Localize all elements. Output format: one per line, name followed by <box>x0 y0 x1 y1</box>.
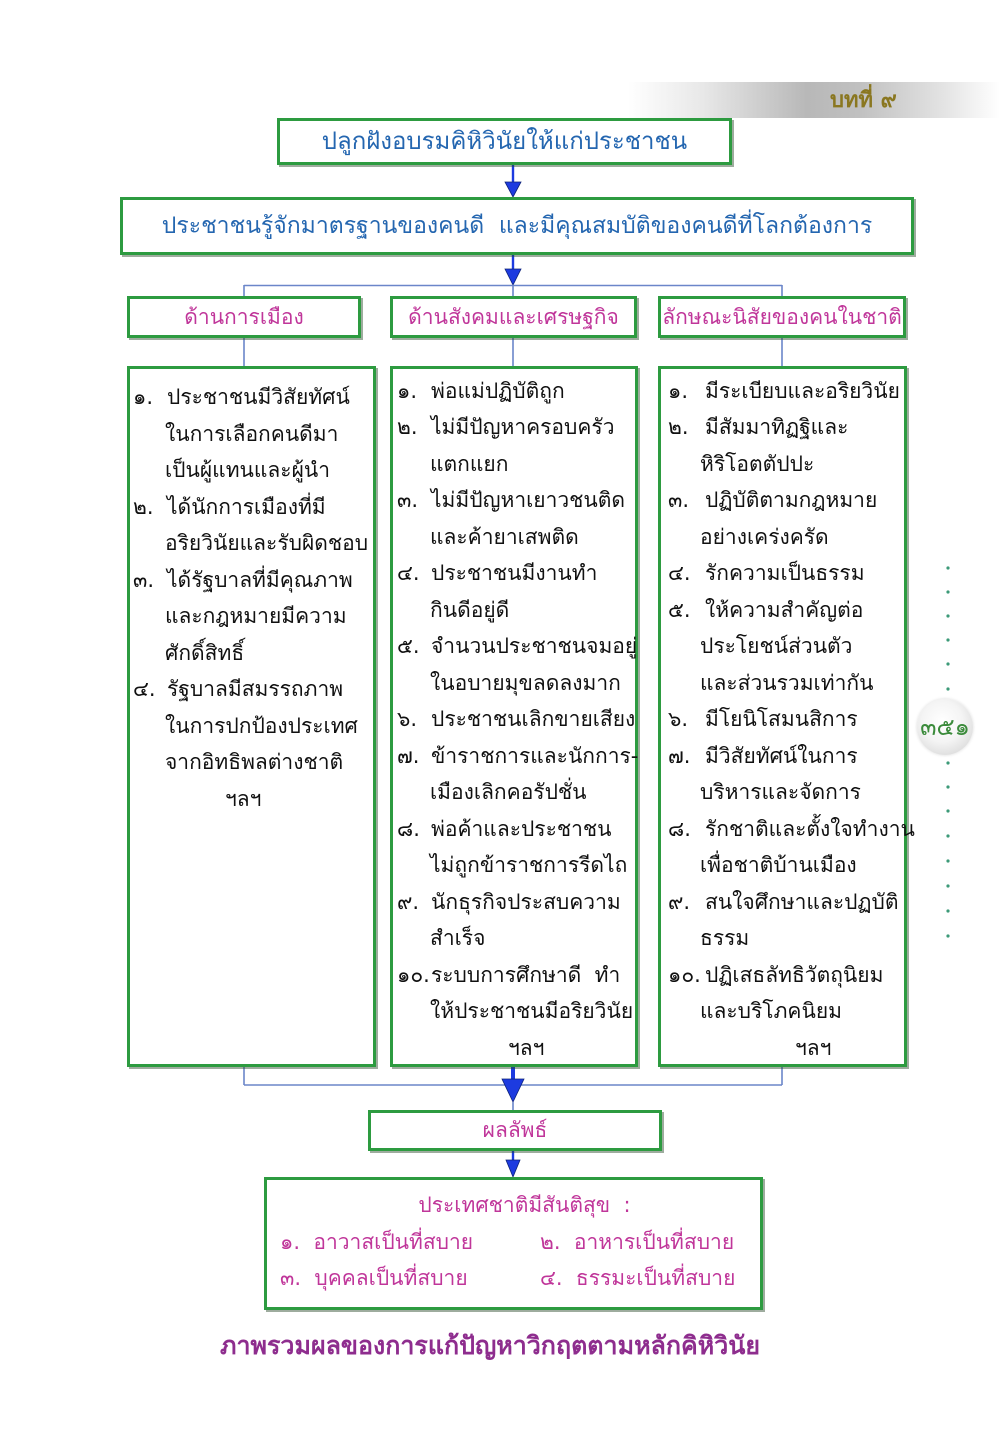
good-person-standard-box <box>120 197 914 255</box>
item-text: รักความเป็นธรรม <box>705 561 865 585</box>
margin-dot <box>946 566 949 569</box>
item-number: ๘. <box>397 816 420 841</box>
item-first-line <box>133 562 373 599</box>
item-text: ประชาชนมีวิสัยทัศน์ <box>167 385 350 409</box>
item-number: ๓. <box>133 567 155 592</box>
item-first-line <box>397 811 635 848</box>
item-continuation-line <box>133 635 373 672</box>
good-person-standard-text: ประชาชนรู้จักมาตรฐานของคนดี และมีคุณสมบัติของคนดีที่โลกต้องการ <box>161 213 873 239</box>
item-text: แตกแยก <box>430 451 509 476</box>
peace-outcome-box <box>264 1177 763 1310</box>
item-number: ๔. <box>397 561 420 585</box>
item-continuation-line <box>668 774 904 811</box>
margin-dot <box>946 638 949 641</box>
item-text: ในการปกป้องประเทศ <box>165 713 358 738</box>
etcetera-mark: ฯลฯ <box>795 1035 832 1060</box>
item-number: ๙. <box>668 889 691 914</box>
item-text: นักธุรกิจประสบความ <box>431 889 621 914</box>
item-text: เพื่อชาติบ้านเมือง <box>700 853 857 877</box>
item-text: ในอบายมุขลดลงมาก <box>430 670 621 695</box>
item-first-line <box>668 373 904 410</box>
list-item <box>397 957 635 1030</box>
item-number: ๖. <box>668 707 689 731</box>
outcome-item: ๔. ธรรมะเป็นที่สบาย <box>540 1266 736 1290</box>
item-continuation-line <box>133 452 373 489</box>
list-item <box>668 592 904 702</box>
item-continuation-line <box>397 592 635 629</box>
margin-dot <box>946 785 949 788</box>
item-number: ๗. <box>668 743 691 768</box>
item-text: ข้าราชการและนักการ- <box>431 743 639 768</box>
etcetera-mark: ฯลฯ <box>508 1035 545 1060</box>
list-item <box>133 489 373 562</box>
page-number: ๓๕๑ <box>920 713 970 741</box>
item-first-line <box>668 555 904 592</box>
item-number: ๓. <box>668 488 690 512</box>
item-number: ๖. <box>397 707 418 731</box>
list-item <box>668 884 904 957</box>
item-text: ปฏิเสธลัทธิวัตถุนิยม <box>705 962 884 987</box>
item-text: และกฎหมายมีความ <box>165 604 347 628</box>
item-first-line <box>397 409 635 446</box>
item-text: รักชาติและตั้งใจทำงาน <box>705 816 915 841</box>
figure-caption: ภาพรวมผลของการแก้ปัญหาวิกฤตตามหลักคิหิวินัย <box>220 1331 760 1360</box>
header-society-economy-box <box>390 296 637 338</box>
item-text: มีวิสัยทัศน์ในการ <box>705 743 858 768</box>
item-continuation-line <box>133 598 373 635</box>
item-text: พ่อแม่ปฏิบัติถูก <box>431 378 565 403</box>
item-text: มีโยนิโสมนสิการ <box>705 707 858 731</box>
item-continuation-line <box>668 920 904 957</box>
item-continuation-line <box>397 993 635 1030</box>
item-number: ๒. <box>668 415 689 439</box>
society-economy-list <box>390 366 638 1067</box>
item-continuation-line <box>397 847 635 884</box>
margin-dot <box>946 884 949 887</box>
national-character-list <box>658 366 915 1067</box>
item-number: ๓. <box>397 488 419 512</box>
item-first-line <box>397 957 635 994</box>
item-text: ไม่มีปัญหาเยาวชนติด <box>431 488 626 512</box>
item-first-line <box>397 701 635 738</box>
item-text: ไม่มีปัญหาครอบครัว <box>431 415 615 439</box>
item-number: ๒. <box>397 415 418 439</box>
item-text: สำเร็จ <box>430 926 486 950</box>
item-text: ได้นักการเมืองที่มี <box>167 494 326 519</box>
item-first-line <box>397 555 635 592</box>
item-continuation-line <box>397 519 635 556</box>
list-item <box>668 738 904 811</box>
item-text: ประชาชนเลิกขายเสียง <box>431 707 636 731</box>
item-text: มีสัมมาทิฏฐิและ <box>705 415 849 439</box>
list-item <box>668 482 904 555</box>
margin-dot <box>946 859 949 862</box>
header-politics-box <box>127 296 361 338</box>
header-politics-text: ด้านการเมือง <box>184 305 304 329</box>
item-continuation-line <box>133 416 373 453</box>
item-text: สนใจศึกษาและปฏบัติ <box>705 889 899 914</box>
margin-dot <box>946 909 949 912</box>
item-text: ให้ความสำคัญต่อ <box>705 597 864 622</box>
item-continuation-line <box>668 665 904 702</box>
item-continuation-line <box>668 519 904 556</box>
item-number: ๑. <box>397 378 418 403</box>
item-first-line <box>668 811 915 848</box>
list-item <box>397 701 635 738</box>
header-national-character-text: ลักษณะนิสัยของคนในชาติ <box>662 305 902 329</box>
list-item <box>133 379 373 489</box>
list-item <box>397 482 635 555</box>
item-text: บริหารและจัดการ <box>700 780 861 804</box>
item-first-line <box>397 482 635 519</box>
list-item <box>397 373 635 410</box>
arrow-down-icon <box>505 269 521 285</box>
list-item <box>668 957 904 1030</box>
chapter-banner <box>628 82 1000 118</box>
item-text: ปฏิบัติตามกฎหมาย <box>705 488 878 512</box>
item-first-line <box>397 628 638 665</box>
item-text: กินดีอยู่ดี <box>430 597 510 622</box>
item-first-line <box>668 592 904 629</box>
margin-dot <box>946 834 949 837</box>
item-continuation-line <box>133 708 373 745</box>
list-item <box>668 409 904 482</box>
item-text: มีระเบียบและอริยวินัย <box>705 378 900 403</box>
chapter-label: บทที่ ๙ <box>830 88 897 113</box>
item-first-line <box>668 884 904 921</box>
item-continuation-line <box>133 525 373 562</box>
etcetera-mark: ฯลฯ <box>225 786 262 811</box>
item-number: ๑๐. <box>397 962 430 987</box>
arrow-down-icon <box>506 1160 520 1177</box>
list-item <box>133 562 373 672</box>
outcome-item: ๑. อาวาสเป็นที่สบาย <box>280 1230 474 1254</box>
item-number: ๕. <box>668 597 691 622</box>
margin-dot <box>946 761 949 764</box>
item-text: อริยวินัยและรับผิดชอบ <box>165 531 369 555</box>
list-item <box>668 701 904 738</box>
item-number: ๕. <box>397 634 420 658</box>
item-first-line <box>397 884 635 921</box>
item-text: ระบบการศึกษาดี ทำ <box>431 962 621 987</box>
margin-dot <box>946 809 949 812</box>
margin-dot <box>946 614 949 617</box>
item-continuation-line <box>133 744 373 781</box>
list-item <box>668 555 904 592</box>
list-item <box>397 884 635 957</box>
item-first-line <box>668 701 904 738</box>
item-text: ไม่ถูกข้าราชการรีดไถ <box>430 853 628 877</box>
item-text: ในการเลือกคนดีมา <box>165 421 339 446</box>
item-continuation-line <box>397 774 635 811</box>
result-label-text: ผลลัพธ์ <box>482 1118 548 1142</box>
item-text: ศักดิ์สิทธิ์ <box>165 640 245 665</box>
margin-dot <box>946 687 949 690</box>
item-text: อย่างเคร่งครัด <box>700 524 829 549</box>
result-label-box <box>368 1110 662 1151</box>
item-text: เป็นผู้แทนและผู้นำ <box>165 458 331 482</box>
item-number: ๔. <box>133 677 156 701</box>
item-text: และส่วนรวมเท่ากัน <box>700 670 874 695</box>
item-text: ประชาชนมีงานทำ <box>431 561 598 585</box>
item-continuation-line <box>397 665 635 702</box>
list-item <box>397 555 635 628</box>
item-continuation-line <box>397 446 635 483</box>
peace-outcome-title: ประเทศชาติมีสันติสุข : <box>418 1193 631 1217</box>
margin-dot <box>946 662 949 665</box>
item-number: ๗. <box>397 743 420 768</box>
item-first-line <box>668 482 904 519</box>
margin-dot <box>946 934 949 937</box>
item-text: ให้ประชาชนมีอริยวินัย <box>430 999 634 1023</box>
item-text: จากอิทธิพลต่างชาติ <box>165 750 344 774</box>
item-continuation-line <box>668 993 904 1030</box>
item-number: ๒. <box>133 494 154 519</box>
list-item <box>397 409 635 482</box>
header-national-character-box <box>658 296 906 338</box>
item-continuation-line <box>668 847 904 884</box>
item-text: ธรรม <box>700 926 750 950</box>
item-number: ๘. <box>668 816 691 841</box>
item-number: ๔. <box>668 561 691 585</box>
list-item <box>397 738 639 811</box>
header-society-economy-text: ด้านสังคมและเศรษฐกิจ <box>408 305 619 329</box>
list-item <box>133 671 373 781</box>
item-continuation-line <box>668 446 904 483</box>
list-item <box>397 811 635 884</box>
item-first-line <box>668 957 904 994</box>
item-text: พ่อค้าและประชาชน <box>431 816 612 841</box>
item-first-line <box>668 409 904 446</box>
item-text: และค้ายาเสพติด <box>430 524 579 549</box>
item-text: รัฐบาลมีสมรรถภาพ <box>167 677 344 701</box>
list-item <box>668 811 915 884</box>
outcome-item: ๓. บุคคลเป็นที่สบาย <box>280 1266 468 1290</box>
cultivate-discipline-box <box>277 118 732 165</box>
item-number: ๑. <box>668 378 689 403</box>
margin-dot <box>946 590 949 593</box>
cultivate-discipline-text: ปลูกฝังอบรมคิหิวินัยให้แก่ประชาชน <box>321 127 688 155</box>
item-text: เมืองเลิกคอรัปชั่น <box>430 780 587 804</box>
item-first-line <box>133 671 373 708</box>
item-first-line <box>133 379 373 416</box>
politics-list <box>127 366 376 1067</box>
item-text: ได้รัฐบาลที่มีคุณภาพ <box>167 567 353 592</box>
list-item <box>397 628 638 701</box>
item-number: ๑๐. <box>668 962 701 987</box>
item-continuation-line <box>397 920 635 957</box>
item-text: ประโยชน์ส่วนตัว <box>700 634 853 658</box>
item-text: จำนวนประชาชนจมอยู่ <box>431 634 638 658</box>
item-number: ๑. <box>133 385 154 409</box>
item-first-line <box>133 489 373 526</box>
list-item <box>668 373 904 410</box>
item-text: และบริโภคนิยม <box>700 999 842 1023</box>
item-continuation-line <box>668 628 904 665</box>
arrow-down-icon <box>505 182 521 197</box>
item-text: หิริโอตตัปปะ <box>700 451 815 476</box>
outcome-item: ๒. อาหารเป็นที่สบาย <box>540 1230 735 1254</box>
arrow-down-icon <box>502 1079 524 1102</box>
item-first-line <box>668 738 904 775</box>
item-number: ๙. <box>397 889 420 914</box>
item-first-line <box>397 738 639 775</box>
item-first-line <box>397 373 635 410</box>
